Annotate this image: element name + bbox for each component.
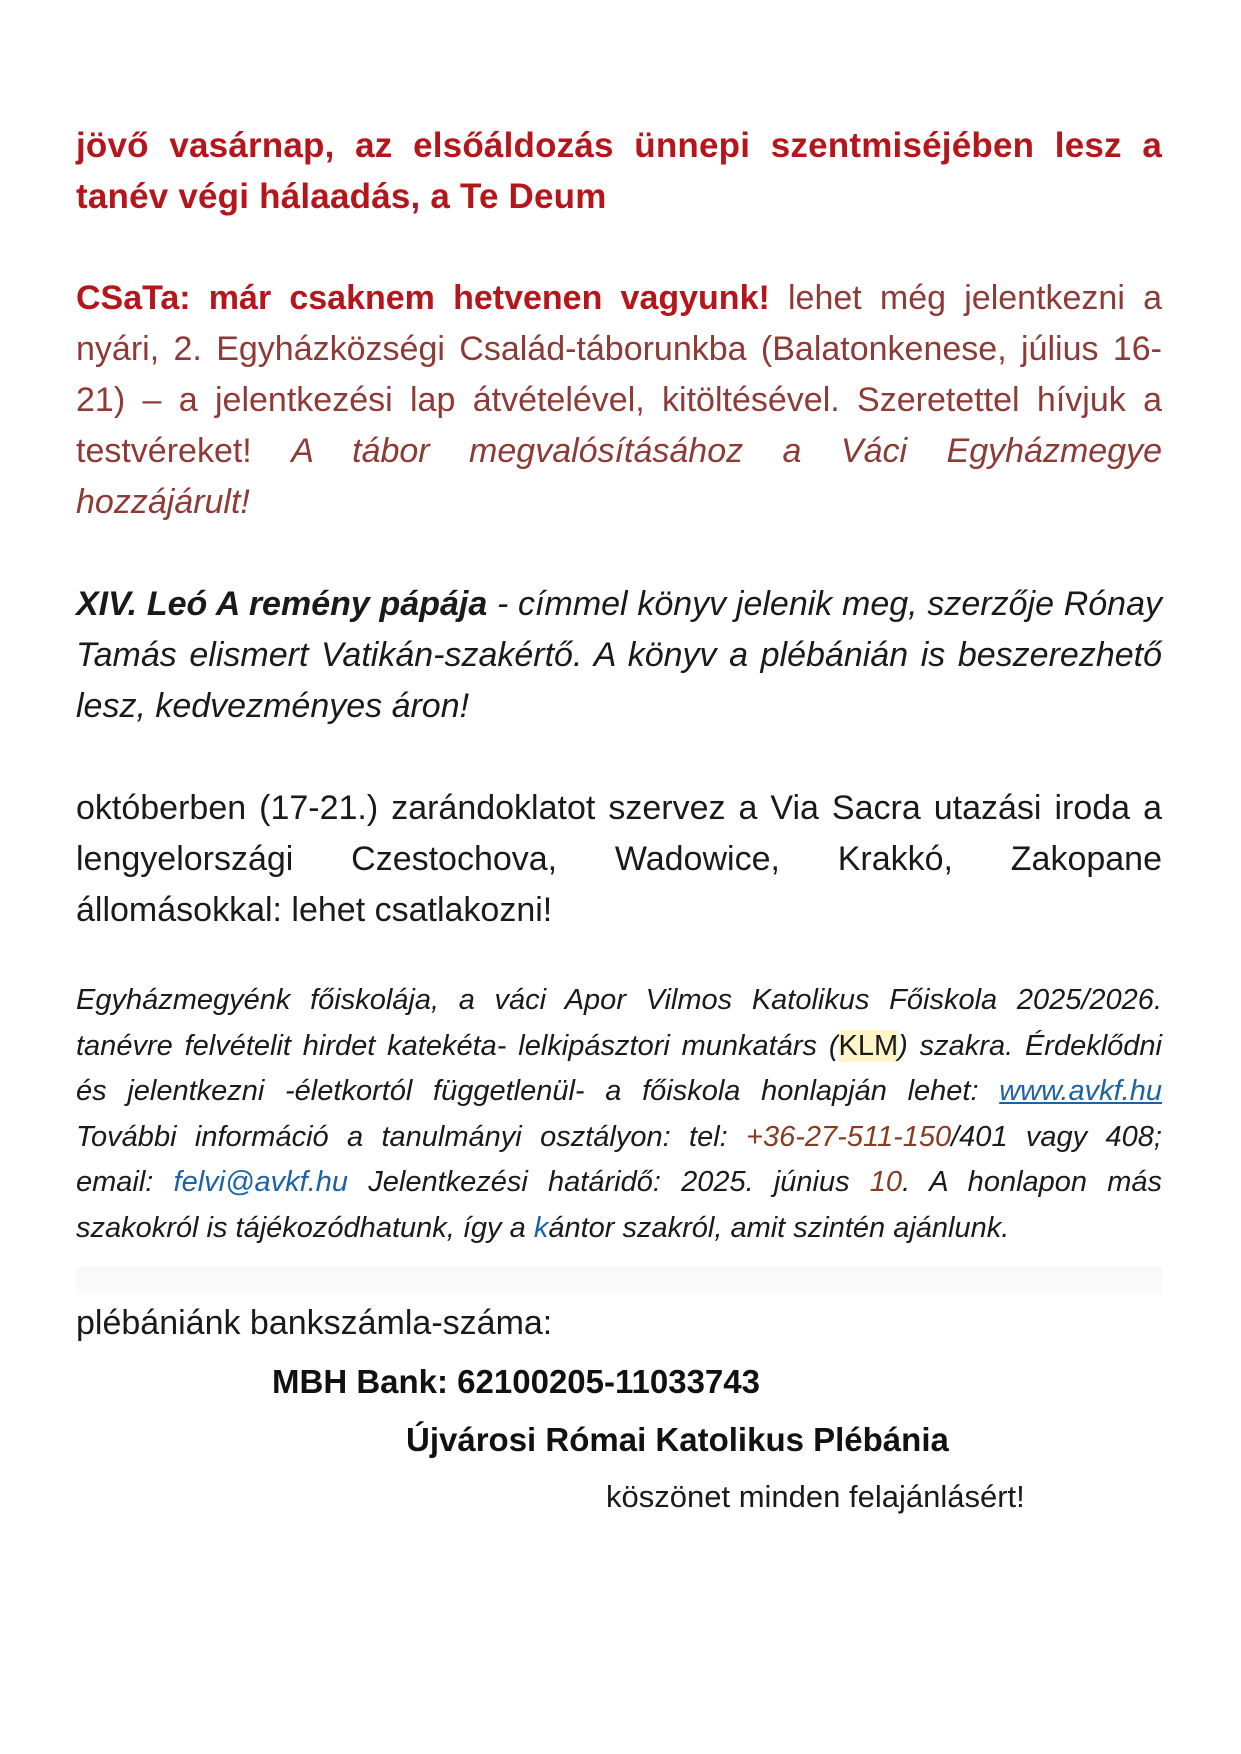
- deadline-day: 10: [869, 1166, 903, 1198]
- college-phone[interactable]: +36-27-511-150: [746, 1120, 952, 1153]
- te-deum-announcement: [76, 120, 1162, 222]
- college-text-5: Jelentkezési határidő: 2025. június: [348, 1166, 870, 1198]
- college-email-link[interactable]: felvi@avkf.hu: [173, 1166, 349, 1198]
- pilgrimage-text: októberben (17-21.) zarándoklatot szervez a Via Sacra utazási iroda a lengyelországi Czestochova, Wadowice, Krakkó, Zakopane állomásokkal: lehet csatlakozni!: [76, 789, 1162, 929]
- parish-bulletin-page: [76, 120, 1162, 1519]
- bank-account-number: MBH Bank: 62100205-11033743: [272, 1363, 760, 1400]
- college-text-3: További információ a tanulmányi osztályon: tel:: [76, 1120, 747, 1153]
- book-title: XIV. Leó A remény pápája: [76, 585, 488, 623]
- csata-support-note: A tábor megvalósításához a Váci Egyházmegye hozzájárult!: [76, 432, 1162, 521]
- college-text-2: ) szakra. Érdeklődni és jelentkezni -életkortól függetlenül- a főiskola honlapján lehet:: [76, 1029, 1162, 1107]
- thanks-note: köszönet minden felajánlásért!: [606, 1479, 1025, 1514]
- section-divider: [76, 1267, 1162, 1295]
- bank-account-label: plébániánk bankszámla-száma:: [76, 1304, 553, 1342]
- college-text-1: Egyházmegyénk főiskolája, a váci Apor Vilmos Katolikus Főiskola 2025/2026. tanévre felvételit hirdet katekéta- lelkipásztori munkatárs (: [76, 984, 1162, 1062]
- college-announcement: [76, 978, 1162, 1265]
- kantor-k-letter: k: [533, 1211, 549, 1244]
- klm-highlight: KLM: [838, 1029, 899, 1062]
- csata-announcement: [76, 273, 1162, 528]
- college-text-6: . A honlapon más szakokról is tájékozódhatunk, így a: [76, 1166, 1162, 1244]
- college-text-7: ántor szakról, amit szintén ajánlunk.: [548, 1211, 1010, 1244]
- csata-body: lehet még jelentkezni a nyári, 2. Egyházközségi Család-táborunkba (Balatonkenese, július 16-21) – a jelentkezési lap átvételével, kitöltésével. Szeretettel hívjuk a testvéreket!: [76, 279, 1162, 470]
- book-announcement: [76, 579, 1162, 732]
- pilgrimage-announcement: [76, 783, 1162, 936]
- book-body: - címmel könyv jelenik meg, szerzője Rónay Tamás elismert Vatikán-szakértő. A könyv a plébánián is beszerezhető lesz, kedvezményes áron!: [76, 585, 1162, 725]
- te-deum-text: jövő vasárnap, az elsőáldozás ünnepi szentmiséjében lesz a tanév végi hálaadás, a Te Deum: [76, 126, 1162, 216]
- college-text-4: /401 vagy 408; email:: [76, 1120, 1162, 1198]
- college-website-link[interactable]: www.avkf.hu: [999, 1075, 1162, 1107]
- csata-lead: CSaTa: már csaknem hetvenen vagyunk!: [76, 279, 770, 317]
- bank-account-holder: Újvárosi Római Katolikus Plébánia: [406, 1421, 949, 1458]
